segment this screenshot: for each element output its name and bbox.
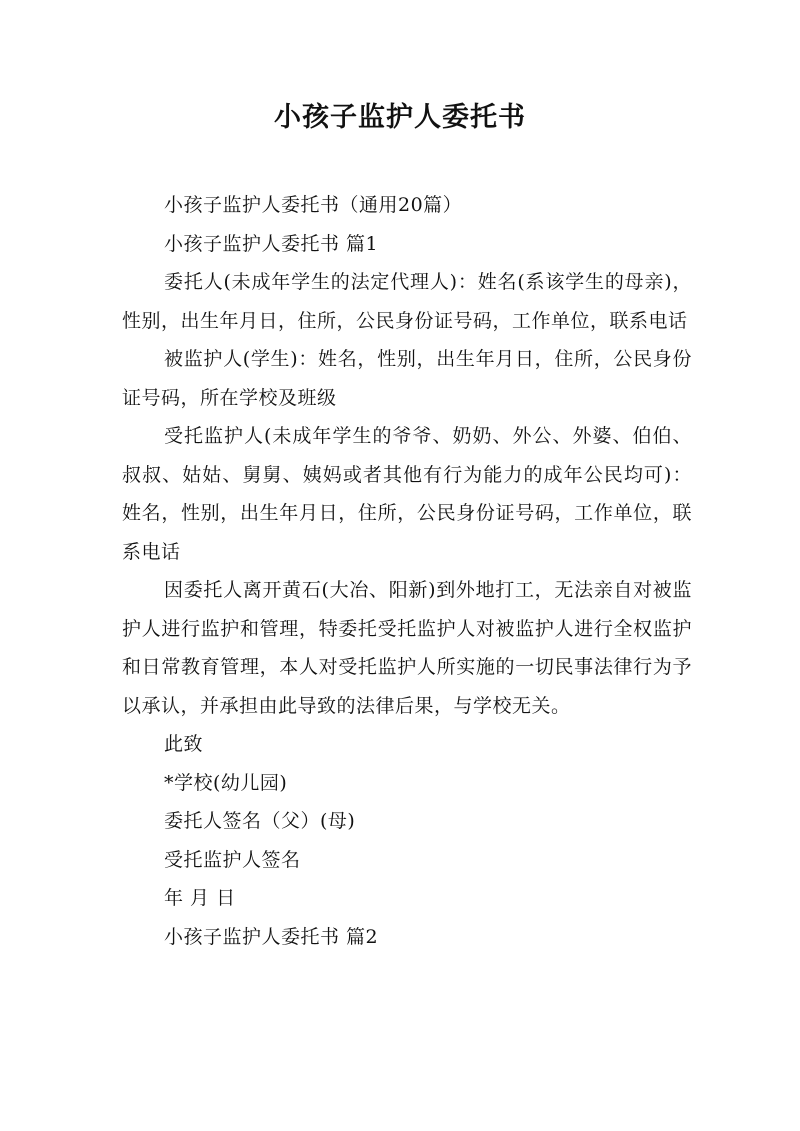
closing-salutation: 此致 bbox=[164, 733, 204, 755]
addressee-school: *学校(幼儿园) bbox=[164, 771, 288, 794]
doc-subtitle: 小孩子监护人委托书（通用20篇） bbox=[164, 194, 463, 216]
paragraph-ward: 被监护人(学生)：姓名，性别，出生年月日，住所，公民身份证号码，所在学校及班级 bbox=[122, 348, 692, 409]
paragraph-trustee: 受托监护人(未成年学生的爷爷、奶奶、外公、外婆、伯伯、叔叔、姑姑、舅舅、姨妈或者其他有行为能力的成年公民均可)：姓名，性别，出生年月日，住所，公民身份证号码，工作单位，联系电话 bbox=[122, 425, 692, 563]
paragraph-reason: 因委托人离开黄石(大冶、阳新)到外地打工，无法亲自对被监护人进行监护和管理，特委托受托监护人对被监护人进行全权监护和日常教育管理，本人对受托监护人所实施的一切民事法律行为予以承认，并承担由此导致的法律后果，与学校无关。 bbox=[122, 579, 692, 717]
section-heading-1: 小孩子监护人委托书 篇1 bbox=[164, 232, 379, 255]
paragraph-principal: 委托人(未成年学生的法定代理人)：姓名(系该学生的母亲)，性别，出生年月日，住所，公民身份证号码，工作单位，联系电话 bbox=[122, 271, 692, 332]
date-line: 年 月 日 bbox=[164, 887, 236, 909]
principal-signature-line: 委托人签名（父）(母) bbox=[164, 810, 356, 832]
trustee-signature-line: 受托监护人签名 bbox=[164, 848, 301, 871]
document-body bbox=[122, 186, 692, 956]
document-title: 小孩子监护人委托书 bbox=[274, 102, 526, 133]
section-heading-2: 小孩子监护人委托书 篇2 bbox=[164, 925, 379, 948]
